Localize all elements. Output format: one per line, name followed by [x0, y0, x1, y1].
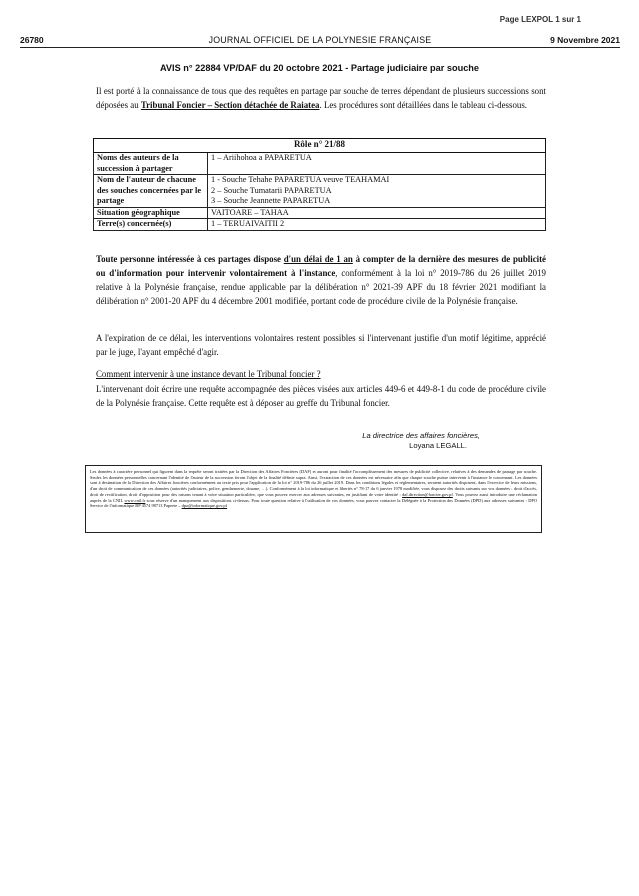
- avis-title: AVIS n° 22884 VP/DAF du 20 octobre 2021 - Partage judiciaire par souche: [159, 63, 480, 73]
- row-value: [208, 207, 546, 219]
- how-to-intervene-text: L'intervenant doit écrire une requête accompagnée des pièces visées aux articles 449-6 et 449-8-1 du code de procédure civile de la Polynésie française. Cette requête est à déposer au greffe du Tribunal foncier.: [96, 384, 546, 408]
- row-label: Noms des auteurs de la succession à partager: [94, 153, 208, 175]
- intro-text-after: . Les procédures sont détaillées dans le tableau ci-dessous.: [319, 100, 528, 110]
- intro-paragraph: [96, 84, 546, 112]
- privacy-text-1: Les données à caractère personnel qui figurent dans la requête seront traitées par la Direction des Affaires Foncières (DAF) et auront pour finalité l'accomplissement des mesures de publicité collective, relatives à des demandes de partage par souche. Seules les données personnelles concernant l'identité de l'auteur de la succession feront l'objet de la finalité définie supra. Ainsi, l'extraction de ces données est nécessaire afin que chaque souche puisse intervenir à l'instance le concernant. Les données sont à destination de la Direction des Affaires foncières conformément au texte pris pour l'application de la loi n° 2019-786 du 26 juillet 2019. Dans les conditions légales et réglementaires, seraient autorités disposent, dans l'exercice de leurs missions, d'un droit de communication de ces données (autorités judiciaires, police, gendarmerie, douane, …). Conformément à la loi informatique et libertés n° 78-17 du 6 janvier 1978 modifiée, vous disposez des droits suivants sur vos données : droit d'accès, droit de rectification, droit d'opposition pour des raisons tenant à votre situation particulière, que vous pouvez exercer aux adresses suivantes, en justifiant de votre identité :: [90, 469, 537, 497]
- row-label: Terre(s) concernée(s): [94, 219, 208, 231]
- privacy-text-3: sous réserve d'un manquement aux dispositions ci-dessus. Pour toute question relative à l'utilisation de vos données, vous pouvez contacter la Déléguée à la Protection des Données (DPD) aux adresses suivantes : DPO Service de l'informatique BP 4574 98713 Papeete –: [90, 497, 537, 509]
- role-table: [93, 138, 546, 231]
- row-label: Nom de l'auteur de chacune des souches concernées par le partage: [94, 175, 208, 208]
- value-line: VAITOARE – TAHAA: [211, 207, 289, 217]
- journal-title: JOURNAL OFFICIEL DE LA POLYNESIE FRANÇAISE: [208, 35, 432, 45]
- table-row: [94, 207, 546, 219]
- row-label: Situation géographique: [94, 207, 208, 219]
- table-row: [94, 175, 546, 208]
- journal-date: 9 Novembre 2021: [550, 35, 620, 45]
- cnil-link[interactable]: www.cnil.fr: [124, 497, 146, 503]
- value-line: 2 – Souche Tumatarii PAPARETUA: [211, 185, 332, 195]
- value-line: 3 – Souche Jeannette PAPARETUA: [211, 196, 331, 205]
- intro-text-before: Il est porté à la connaissance de tous que des requêtes en partage par souche de terres dépendant de plusieurs successions sont déposées au: [96, 86, 546, 110]
- page-number: 26780: [20, 35, 44, 45]
- notice-rest: , conformément à la loi n° 2019-786 du 26 juillet 2019 relative à la Polynésie française, rendue applicable par la délibération n° 2021-39 APF du 18 février 2021 modifiant la délibération n° 2001-20 APF du 4 décembre 2001 modifiée, portant code de procédure civile de la Polynésie française.: [96, 268, 546, 306]
- table-row: [94, 219, 546, 231]
- notice-bold-1: Toute personne intéressée à ces partages dispose: [96, 254, 284, 264]
- row-value: [208, 153, 546, 175]
- row-value: [208, 219, 546, 231]
- tribunal-name: Tribunal Foncier – Section détachée de Raiatea: [140, 100, 320, 110]
- expiration-paragraph: A l'expiration de ce délai, les interventions volontaires restent possibles si l'intervenant justifie d'un motif légitime, apprécié par le juge, l'ayant empêché d'agir.: [96, 333, 546, 357]
- how-to-intervene-title: Comment intervenir à une instance devant le Tribunal foncier ?: [96, 369, 321, 379]
- notice-delay: d'un délai de 1 an: [283, 254, 353, 264]
- notice-bold-2: à compter de la dernière des mesures de publicité ou d'information pour intervenir volontairement à l'instance: [96, 254, 546, 278]
- row-value: [208, 175, 546, 208]
- dpo-email-link[interactable]: dpo@informatique.gov.pf: [181, 503, 228, 509]
- table-row: [94, 153, 546, 175]
- notice-paragraph: [96, 252, 546, 308]
- journal-header: [20, 35, 620, 48]
- privacy-text-2: . Vous pouvez aussi introduire une réclamation auprès de la CNIL: [90, 491, 537, 503]
- page-label: Page LEXPOL 1 sur 1: [499, 15, 581, 24]
- privacy-notice-box: [85, 465, 542, 533]
- signer-name: Loyana LEGALL.: [409, 441, 467, 450]
- role-header: Rôle n° 21/88: [94, 139, 546, 153]
- value-line: 1 – TERUAIVAITII 2: [211, 219, 285, 228]
- signature-title: La directrice des affaires foncières,: [362, 431, 480, 440]
- value-line: 1 – Ariihohoa a PAPARETUA: [211, 153, 312, 162]
- value-line: 1 - Souche Tehahe PAPARETUA veuve TEAHAMAI: [211, 175, 390, 184]
- daf-email-link[interactable]: daf.direction@foncier.gov.pf: [402, 491, 453, 497]
